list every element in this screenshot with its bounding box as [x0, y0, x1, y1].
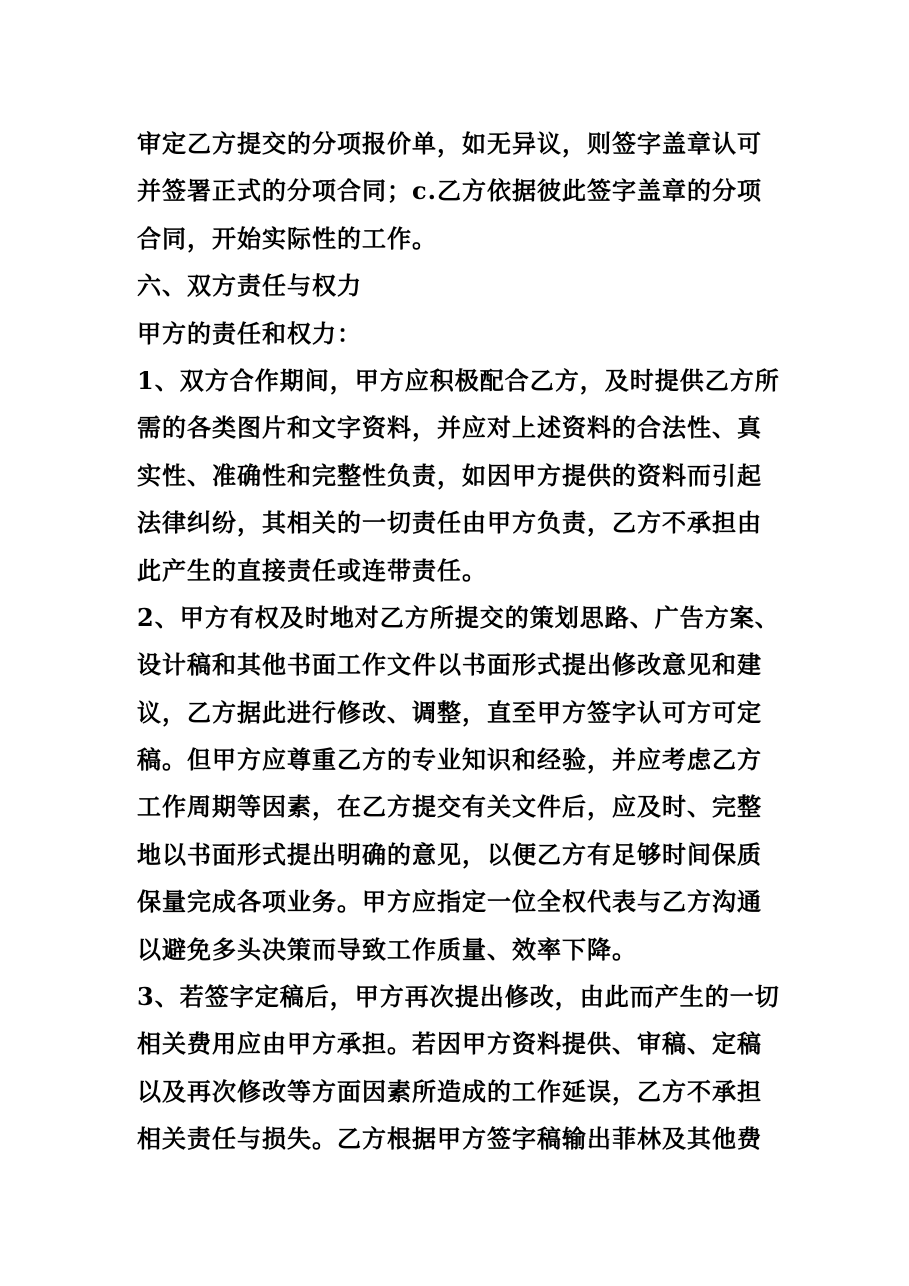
text-line: 实性、准确性和完整性负责，如因甲方提供的资料而引起: [137, 460, 762, 490]
text-line: 此产生的直接责任或连带责任。: [137, 555, 487, 585]
text-line: 保量完成各项业务。甲方应指定一位全权代表与乙方沟通: [137, 887, 762, 917]
text-line: 需的各类图片和文字资料，并应对上述资料的合法性、真: [137, 413, 762, 443]
text-line: 以避免多头决策而导致工作质量、效率下降。: [137, 934, 637, 964]
text-line: 设计稿和其他书面工作文件以书面形式提出修改意见和建: [137, 650, 762, 680]
document-body: [137, 120, 780, 1163]
text-line: 以及再次修改等方面因素所造成的工作延误，乙方不承担: [137, 1076, 762, 1106]
subsection-heading: 甲方的责任和权力：: [137, 318, 362, 348]
text-line: 3、若签字定稿后，甲方再次提出修改，由此而产生的一切: [137, 982, 780, 1012]
text-line: 相关责任与损失。乙方根据甲方签字稿输出菲林及其他费: [137, 1124, 762, 1154]
text-line: 1、双方合作期间，甲方应积极配合乙方，及时提供乙方所: [137, 365, 780, 395]
text-line: 2、甲方有权及时地对乙方所提交的策划思路、广告方案、: [137, 602, 780, 632]
text-line: 地以书面形式提出明确的意见，以便乙方有足够时间保质: [137, 839, 762, 869]
text-line: 工作周期等因素，在乙方提交有关文件后，应及时、完整: [137, 792, 762, 822]
text-line: 相关费用应由甲方承担。若因甲方资料提供、审稿、定稿: [137, 1029, 762, 1059]
text-line: 合同，开始实际性的工作。: [137, 223, 437, 253]
section-heading: 六、双方责任与权力: [137, 271, 362, 301]
text-line: 议，乙方据此进行修改、调整，直至甲方签字认可方可定: [137, 697, 762, 727]
text-line: 审定乙方提交的分项报价单，如无异议，则签字盖章认可: [137, 129, 762, 158]
text-line: 并签署正式的分项合同；c.乙方依据彼此签字盖章的分项: [137, 176, 762, 206]
text-line: 法律纠纷，其相关的一切责任由甲方负责，乙方不承担由: [137, 508, 762, 538]
text-line: 稿。但甲方应尊重乙方的专业知识和经验，并应考虑乙方: [137, 745, 762, 775]
